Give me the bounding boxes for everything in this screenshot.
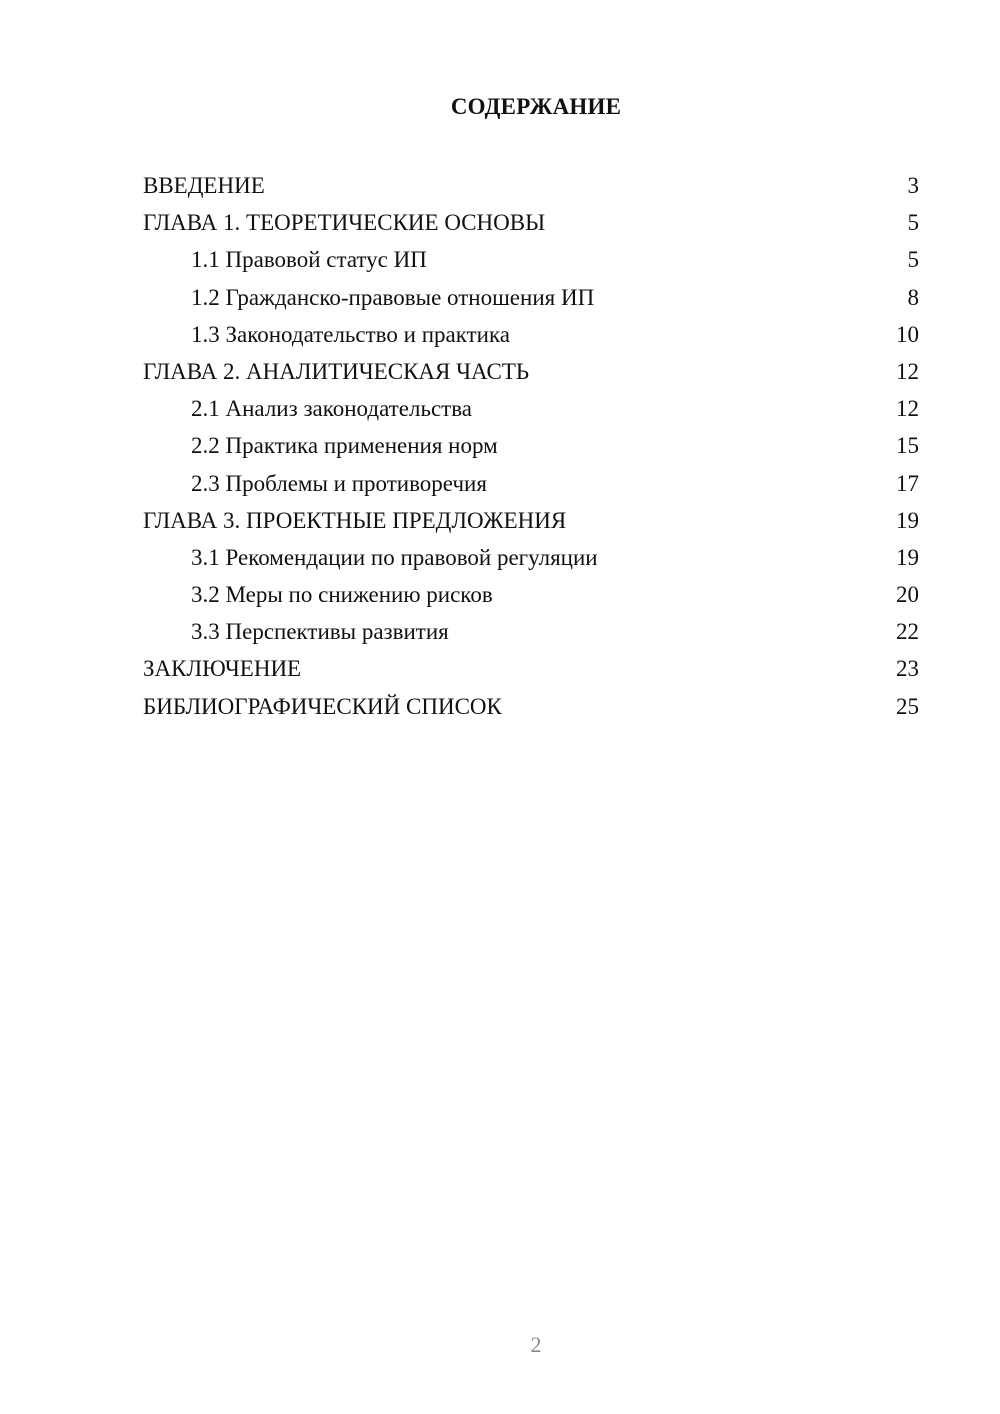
toc-entry-title: 2.2 Практика применения норм bbox=[191, 433, 498, 459]
toc-entry-page: 19 bbox=[896, 544, 919, 570]
toc-entry-title: 2.1 Анализ законодательства bbox=[191, 396, 472, 422]
toc-entry bbox=[143, 353, 919, 390]
toc-subentry bbox=[143, 390, 919, 427]
toc-subentry bbox=[143, 613, 919, 650]
table-of-contents bbox=[143, 167, 919, 725]
toc-subentry bbox=[143, 465, 919, 502]
toc-entry-page: 22 bbox=[896, 619, 919, 645]
toc-entry-page: 17 bbox=[896, 470, 919, 496]
toc-entry-page: 19 bbox=[896, 507, 919, 533]
toc-entry bbox=[143, 502, 919, 539]
toc-subentry bbox=[143, 316, 919, 353]
page-number: 2 bbox=[530, 1332, 542, 1357]
page-title: СОДЕРЖАНИЕ bbox=[450, 94, 622, 119]
toc-entry-title: ЗАКЛЮЧЕНИЕ bbox=[143, 656, 302, 682]
toc-entry-title: 1.1 Правовой статус ИП bbox=[191, 247, 427, 273]
toc-subentry bbox=[143, 576, 919, 613]
toc-entry-title: 1.2 Гражданско-правовые отношения ИП bbox=[191, 284, 595, 310]
toc-entry bbox=[143, 650, 919, 687]
toc-subentry bbox=[143, 539, 919, 576]
toc-entry-page: 5 bbox=[907, 247, 919, 273]
toc-entry-page: 5 bbox=[907, 210, 919, 236]
toc-entry-title: 2.3 Проблемы и противоречия bbox=[191, 470, 487, 496]
toc-entry-title: ГЛАВА 2. АНАЛИТИЧЕСКАЯ ЧАСТЬ bbox=[143, 358, 530, 384]
toc-entry-page: 12 bbox=[896, 358, 919, 384]
toc-entry-page: 3 bbox=[907, 173, 919, 198]
toc-subentry bbox=[143, 279, 919, 316]
toc-entry-title: 3.2 Меры по снижению рисков bbox=[191, 582, 493, 608]
toc-entry-title: 3.3 Перспективы развития bbox=[191, 619, 449, 645]
toc-entry bbox=[143, 167, 919, 204]
toc-entry-title: 3.1 Рекомендации по правовой регуляции bbox=[191, 544, 598, 570]
toc-entry-title: ГЛАВА 1. ТЕОРЕТИЧЕСКИЕ ОСНОВЫ bbox=[143, 210, 546, 236]
toc-subentry bbox=[143, 427, 919, 464]
toc-entry-title: 1.3 Законодательство и практика bbox=[191, 321, 510, 347]
toc-entry-title: БИБЛИОГРАФИЧЕСКИЙ СПИСОК bbox=[143, 693, 502, 719]
toc-entry bbox=[143, 688, 919, 725]
toc-entry-page: 15 bbox=[896, 433, 919, 459]
toc-entry bbox=[143, 204, 919, 241]
toc-entry-title: ГЛАВА 3. ПРОЕКТНЫЕ ПРЕДЛОЖЕНИЯ bbox=[143, 507, 567, 533]
toc-entry-title: ВВЕДЕНИЕ bbox=[143, 173, 265, 198]
toc-entry-page: 8 bbox=[907, 284, 919, 310]
toc-entry-page: 20 bbox=[896, 582, 919, 608]
toc-entry-page: 23 bbox=[896, 656, 919, 682]
toc-entry-page: 10 bbox=[896, 321, 919, 347]
toc-entry-page: 25 bbox=[896, 693, 919, 719]
toc-subentry bbox=[143, 241, 919, 278]
toc-entry-page: 12 bbox=[896, 396, 919, 422]
